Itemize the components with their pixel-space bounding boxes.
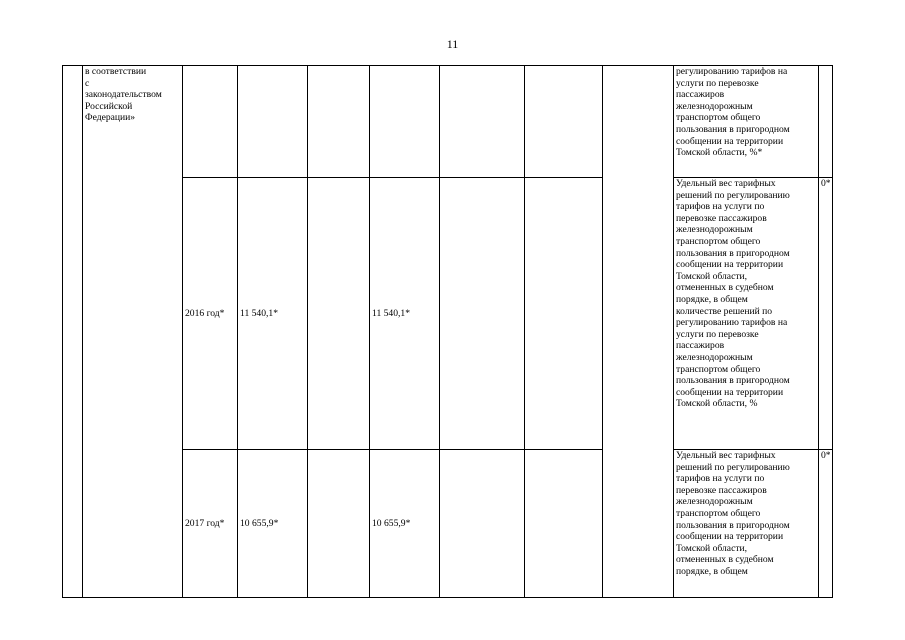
text-line: железнодорожным: [676, 100, 753, 112]
text-line: транспортом общего: [676, 112, 761, 124]
text-line: сообщении на территории: [676, 135, 784, 147]
text-line: транспортом общего: [676, 507, 761, 519]
text-line: Томской области, %: [676, 398, 758, 410]
indicator-text: [676, 66, 817, 159]
local-budget-cell: [440, 450, 525, 598]
text-line: Томской области, %*: [676, 147, 763, 159]
year-cell: 2016 год*: [183, 178, 238, 450]
text-line: законодательством: [85, 89, 162, 101]
page-number: 11: [446, 37, 459, 51]
federal-budget-cell: [308, 450, 370, 598]
indicator-value-cell: [819, 66, 833, 178]
text-line: пользования в пригородном: [676, 375, 790, 387]
document-table: [62, 65, 833, 598]
row-number-cell: [63, 66, 83, 598]
indicator-cell: [674, 178, 819, 450]
indicator-cell: [674, 66, 819, 178]
text-line: решений по регулированию: [676, 189, 790, 201]
text-line: Удельный вес тарифных: [676, 450, 776, 461]
indicator-text: [676, 178, 817, 410]
executor-cell: [603, 66, 674, 598]
text-line: отмененных в судебном: [676, 554, 774, 566]
other-sources-cell: [525, 178, 603, 450]
text-line: услуги по перевозке: [676, 77, 759, 89]
indicator-value-cell: 0*: [819, 450, 833, 598]
text-line: перевозке пассажиров: [676, 212, 767, 224]
text-line: Удельный вес тарифных: [676, 178, 776, 189]
text-line: перевозке пассажиров: [676, 484, 767, 496]
text-line: пассажиров: [676, 340, 725, 352]
indicator-value-cell: 0*: [819, 178, 833, 450]
text-line: решений по регулированию: [676, 461, 790, 473]
text-line: пользования в пригородном: [676, 519, 790, 531]
table-row: [63, 66, 833, 178]
text-line: отмененных в судебном: [676, 282, 774, 294]
text-line: сообщении на территории: [676, 259, 784, 271]
local-budget-cell: [440, 178, 525, 450]
text-line: транспортом общего: [676, 235, 761, 247]
text-line: сообщении на территории: [676, 386, 784, 398]
year-cell: 2017 год*: [183, 450, 238, 598]
text-line: регулированию тарифов на: [676, 66, 788, 77]
text-line: в соответствии: [85, 66, 147, 77]
indicator-text: [676, 450, 817, 578]
text-line: порядке, в общем: [676, 293, 748, 305]
text-line: железнодорожным: [676, 224, 753, 236]
text-line: пассажиров: [676, 89, 725, 101]
text-line: железнодорожным: [676, 496, 753, 508]
text-line: регулированию тарифов на: [676, 317, 788, 329]
other-sources-cell: [525, 66, 603, 178]
text-line: Томской области,: [676, 542, 748, 554]
text-line: услуги по перевозке: [676, 328, 759, 340]
text-line: пользования в пригородном: [676, 123, 790, 135]
text-line: железнодорожным: [676, 351, 753, 363]
year-cell: [183, 66, 238, 178]
total-cell: [238, 66, 308, 178]
total-cell: 10 655,9*: [238, 450, 308, 598]
regional-budget-cell: [370, 66, 440, 178]
total-cell: 11 540,1*: [238, 178, 308, 450]
federal-budget-cell: [308, 66, 370, 178]
measure-name-cell: [83, 66, 183, 598]
other-sources-cell: [525, 450, 603, 598]
local-budget-cell: [440, 66, 525, 178]
indicator-cell: [674, 450, 819, 598]
text-line: сообщении на территории: [676, 531, 784, 543]
text-line: Российской: [85, 100, 133, 112]
text-line: Федерации»: [85, 112, 136, 124]
text-line: с: [85, 77, 90, 89]
text-line: тарифов на услуги по: [676, 201, 765, 213]
text-line: транспортом общего: [676, 363, 761, 375]
text-line: порядке, в общем: [676, 565, 748, 577]
text-line: количестве решений по: [676, 305, 773, 317]
text-line: пользования в пригородном: [676, 247, 790, 259]
regional-budget-cell: 10 655,9*: [370, 450, 440, 598]
measure-name-text: [85, 66, 181, 124]
text-line: Томской области,: [676, 270, 748, 282]
federal-budget-cell: [308, 178, 370, 450]
text-line: тарифов на услуги по: [676, 473, 765, 485]
regional-budget-cell: 11 540,1*: [370, 178, 440, 450]
